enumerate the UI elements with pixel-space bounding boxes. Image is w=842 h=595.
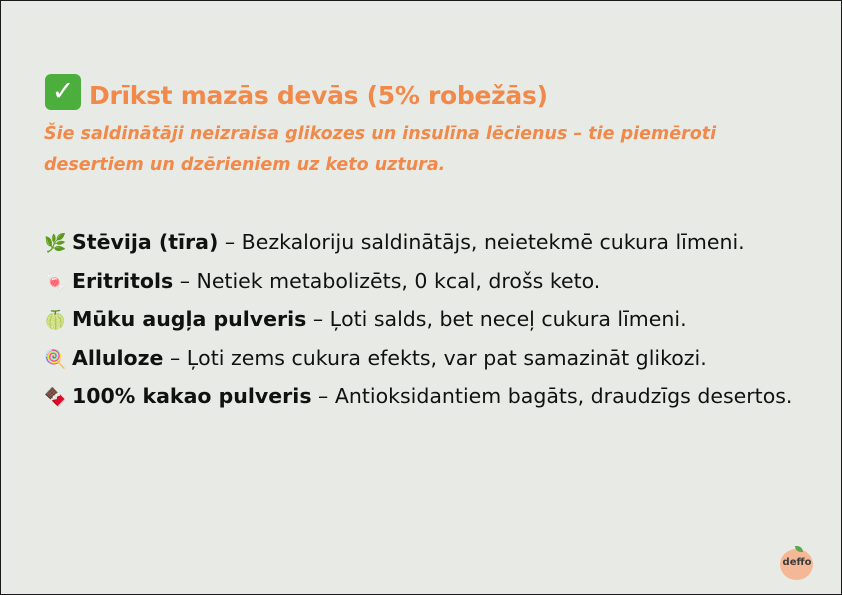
subtitle: Šie saldinātāji neizraisa glikozes un insulīna lēcienus – tie piemēroti desertiem un dzērieniem uz keto uztura. xyxy=(44,124,717,175)
item-term: Stēvija (tīra) xyxy=(72,230,219,254)
check-mark-button-icon: ✓ xyxy=(45,74,81,110)
heading-text: Drīkst mazās devās (5% robežās) xyxy=(89,81,548,110)
list-item-allulose xyxy=(44,340,804,379)
chocolate-bar-icon: 🍫 xyxy=(44,387,67,408)
lollipop-icon: 🍭 xyxy=(44,348,67,370)
item-description: – Ļoti salds, bet neceļ cukura līmeni. xyxy=(306,307,687,331)
list-item-monk-fruit xyxy=(44,301,804,340)
logo-text: deffo xyxy=(782,557,812,568)
item-term: Alluloze xyxy=(72,345,164,370)
candy-icon: 🍬 xyxy=(44,271,67,293)
item-term: Eritritols xyxy=(72,268,174,293)
item-description: – Netiek metabolizēts, 0 kcal, drošs keto. xyxy=(173,268,601,293)
sweetener-list xyxy=(44,224,804,417)
item-description: – Ļoti zems cukura efekts, var pat samazināt glikozi. xyxy=(163,345,707,370)
item-description: – Bezkaloriju saldinātājs, neietekmē cukura līmeni. xyxy=(218,230,745,254)
list-item-erythritol xyxy=(44,263,804,302)
item-term: 100% kakao pulveris xyxy=(72,384,312,408)
herb-icon: 🌿 xyxy=(44,233,67,254)
section-heading xyxy=(45,73,548,110)
melon-icon: 🍈 xyxy=(44,310,67,331)
brand-logo xyxy=(780,546,814,580)
list-item-cacao xyxy=(44,378,804,417)
list-item-stevia xyxy=(44,224,804,263)
item-term: Mūku augļa pulveris xyxy=(72,307,307,331)
item-description: – Antioksidantiem bagāts, draudzīgs desertos. xyxy=(311,384,793,408)
